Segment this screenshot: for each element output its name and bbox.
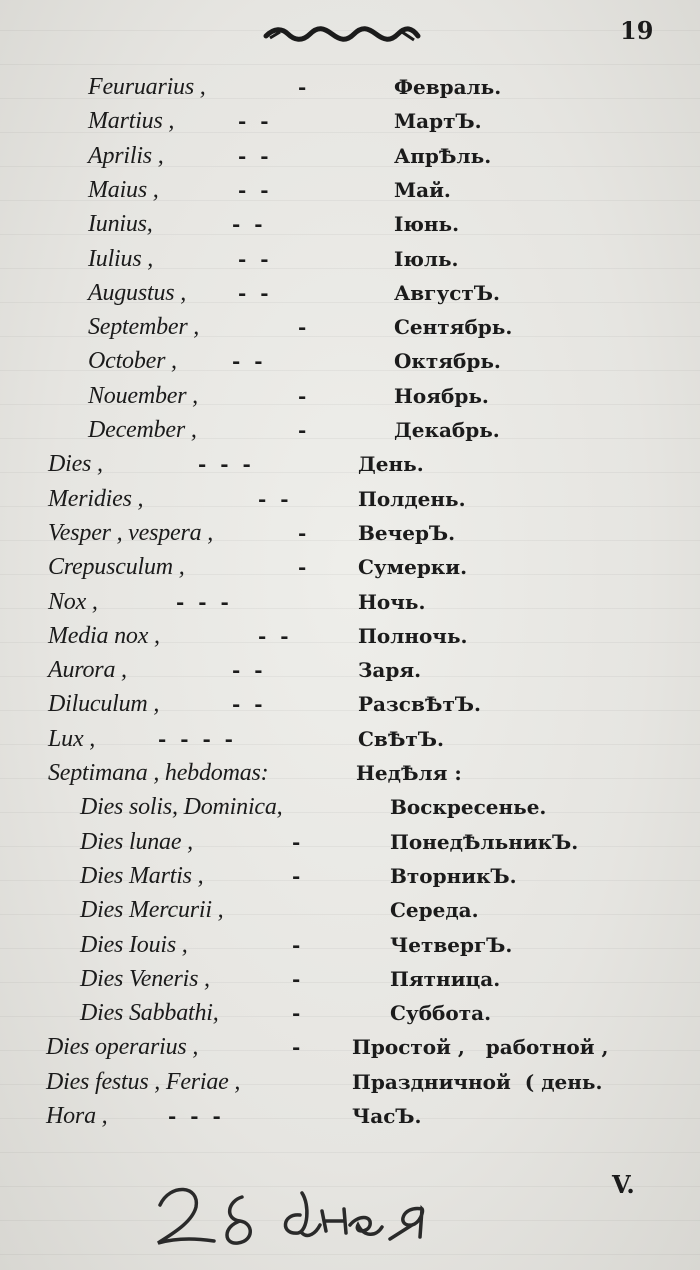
vocabulary-row — [0, 379, 700, 413]
leader-dashes: - — [298, 555, 307, 580]
vocabulary-row — [0, 653, 700, 687]
vocabulary-row — [0, 70, 700, 104]
leader-dashes: - — [298, 383, 307, 408]
vocabulary-row — [0, 585, 700, 619]
latin-term: Dies , — [48, 451, 103, 478]
latin-term: Crepusculum , — [48, 554, 185, 581]
vocabulary-row — [0, 1030, 700, 1064]
leader-dashes: - - — [232, 212, 263, 237]
vocabulary-row — [0, 859, 700, 893]
vocabulary-row — [0, 722, 700, 756]
russian-translation: Ноябрь. — [394, 383, 489, 408]
russian-translation: Праздничной ( день. — [352, 1069, 603, 1094]
leader-dashes: - - — [258, 623, 289, 648]
vocabulary-row — [0, 139, 700, 173]
russian-translation: Май. — [394, 177, 451, 202]
russian-translation: Воскресенье. — [390, 795, 547, 820]
header-ornament — [262, 24, 422, 46]
russian-translation: ВечерЪ. — [358, 520, 456, 545]
latin-term: Dies festus , Feriae , — [46, 1068, 241, 1095]
leader-dashes: - — [292, 1035, 301, 1060]
latin-term: Dies lunae , — [80, 828, 193, 855]
russian-translation: Сумерки. — [358, 555, 468, 580]
latin-term: Meridies , — [48, 485, 144, 512]
latin-term: Aprilis , — [88, 142, 164, 169]
latin-term: Media nox , — [48, 622, 160, 649]
vocabulary-row — [0, 928, 700, 962]
latin-term: Feuruarius , — [88, 74, 206, 100]
leader-dashes: - — [298, 520, 307, 545]
leader-dashes: - - - - — [158, 726, 233, 751]
vocabulary-row — [0, 962, 700, 996]
vocabulary-row — [0, 516, 700, 550]
leader-dashes: - - — [238, 109, 269, 134]
latin-term: Diluculum , — [48, 691, 160, 718]
russian-translation: Пятница. — [390, 966, 501, 991]
latin-term: Dies solis, Dominica, — [80, 794, 283, 821]
leader-dashes: - - — [232, 349, 263, 374]
signature-mark: V. — [612, 1170, 635, 1199]
vocabulary-row — [0, 104, 700, 138]
leader-dashes: - - — [238, 177, 269, 202]
russian-translation: ЧетвергЪ. — [390, 932, 513, 957]
leader-dashes: - — [298, 75, 307, 99]
vocabulary-row — [0, 447, 700, 481]
latin-term: Lux , — [48, 725, 96, 752]
latin-term: Hora , — [46, 1103, 108, 1129]
leader-dashes: - — [292, 1001, 301, 1026]
russian-translation: Іюль. — [394, 246, 459, 271]
leader-dashes: - — [292, 966, 301, 991]
russian-translation: Февраль. — [394, 75, 502, 99]
leader-dashes: - — [292, 932, 301, 957]
leader-dashes: - — [292, 829, 301, 854]
vocabulary-row — [0, 173, 700, 207]
vocabulary-row — [0, 310, 700, 344]
latin-term: Dies Iouis , — [80, 931, 188, 958]
russian-translation: Полночь. — [358, 623, 468, 648]
latin-term: September , — [88, 314, 200, 341]
latin-term: Nox , — [48, 588, 98, 615]
vocabulary-row — [0, 242, 700, 276]
latin-term: Iunius, — [88, 211, 153, 238]
leader-dashes: - - - — [198, 452, 251, 477]
russian-translation: Полдень. — [358, 486, 466, 511]
handwritten-note — [150, 1175, 450, 1255]
vocabulary-row — [0, 344, 700, 378]
leader-dashes: - - - — [176, 589, 229, 614]
vocabulary-row — [0, 413, 700, 447]
vocabulary-row — [0, 276, 700, 310]
russian-translation: РазсвѢтЪ. — [358, 692, 481, 717]
latin-term: Dies Sabbathi, — [80, 1000, 219, 1027]
vocabulary-row — [0, 996, 700, 1030]
leader-dashes: - - — [232, 658, 263, 683]
latin-term: Dies Mercurii , — [80, 897, 224, 924]
vocabulary-row — [0, 893, 700, 927]
russian-translation: Ночь. — [358, 589, 426, 614]
page-number: 19 — [620, 16, 654, 45]
latin-term: Augustus , — [88, 279, 187, 306]
russian-translation: СвѢтЪ. — [358, 726, 444, 751]
leader-dashes: - — [298, 418, 307, 442]
leader-dashes: - - - — [168, 1104, 221, 1128]
latin-term: Dies operarius , — [46, 1034, 199, 1061]
latin-term: Vesper , vespera , — [48, 519, 214, 546]
russian-translation: АвгустЪ. — [394, 280, 500, 305]
vocabulary-row — [0, 550, 700, 584]
russian-translation: АпрѢль. — [394, 143, 492, 168]
leader-dashes: - — [292, 863, 301, 888]
vocabulary-row — [0, 1065, 700, 1099]
russian-translation: Простой , работной , — [352, 1035, 609, 1060]
vocabulary-row — [0, 687, 700, 721]
russian-translation: НедѢля : — [356, 761, 462, 785]
vocabulary-row — [0, 619, 700, 653]
latin-term: Dies Veneris , — [80, 965, 210, 992]
russian-translation: ЧасЪ. — [352, 1104, 422, 1128]
russian-translation: Середа. — [390, 898, 479, 923]
leader-dashes: - - — [232, 692, 263, 717]
latin-term: Nouember , — [88, 382, 198, 409]
latin-term: Aurora , — [48, 657, 127, 684]
leader-dashes: - - — [238, 143, 269, 168]
russian-translation: ПонедѢльникЪ. — [390, 829, 579, 854]
leader-dashes: - - — [238, 246, 269, 271]
latin-term: Maius , — [88, 176, 159, 203]
russian-translation: Декабрь. — [394, 418, 500, 442]
russian-translation: Сентябрь. — [394, 315, 513, 340]
russian-translation: Іюнь. — [394, 212, 460, 237]
vocabulary-row — [0, 825, 700, 859]
russian-translation: День. — [358, 452, 424, 477]
latin-term: Dies Martis , — [80, 862, 204, 889]
latin-term: Septimana , hebdomas: — [48, 760, 269, 786]
russian-translation: Октябрь. — [394, 349, 501, 374]
leader-dashes: - - — [238, 280, 269, 305]
latin-term: Martius , — [88, 108, 175, 135]
vocabulary-row — [0, 207, 700, 241]
russian-translation: МартЪ. — [394, 109, 482, 134]
latin-term: October , — [88, 348, 177, 375]
latin-term: Iulius , — [88, 245, 154, 272]
leader-dashes: - — [298, 315, 307, 340]
leader-dashes: - - — [258, 486, 289, 511]
russian-translation: Заря. — [358, 658, 422, 683]
vocabulary-row — [0, 482, 700, 516]
latin-term: December , — [88, 417, 197, 443]
vocabulary-row — [0, 1099, 700, 1133]
vocabulary-row — [0, 790, 700, 824]
russian-translation: ВторникЪ. — [390, 863, 517, 888]
vocabulary-row — [0, 756, 700, 790]
russian-translation: Суббота. — [390, 1001, 492, 1026]
